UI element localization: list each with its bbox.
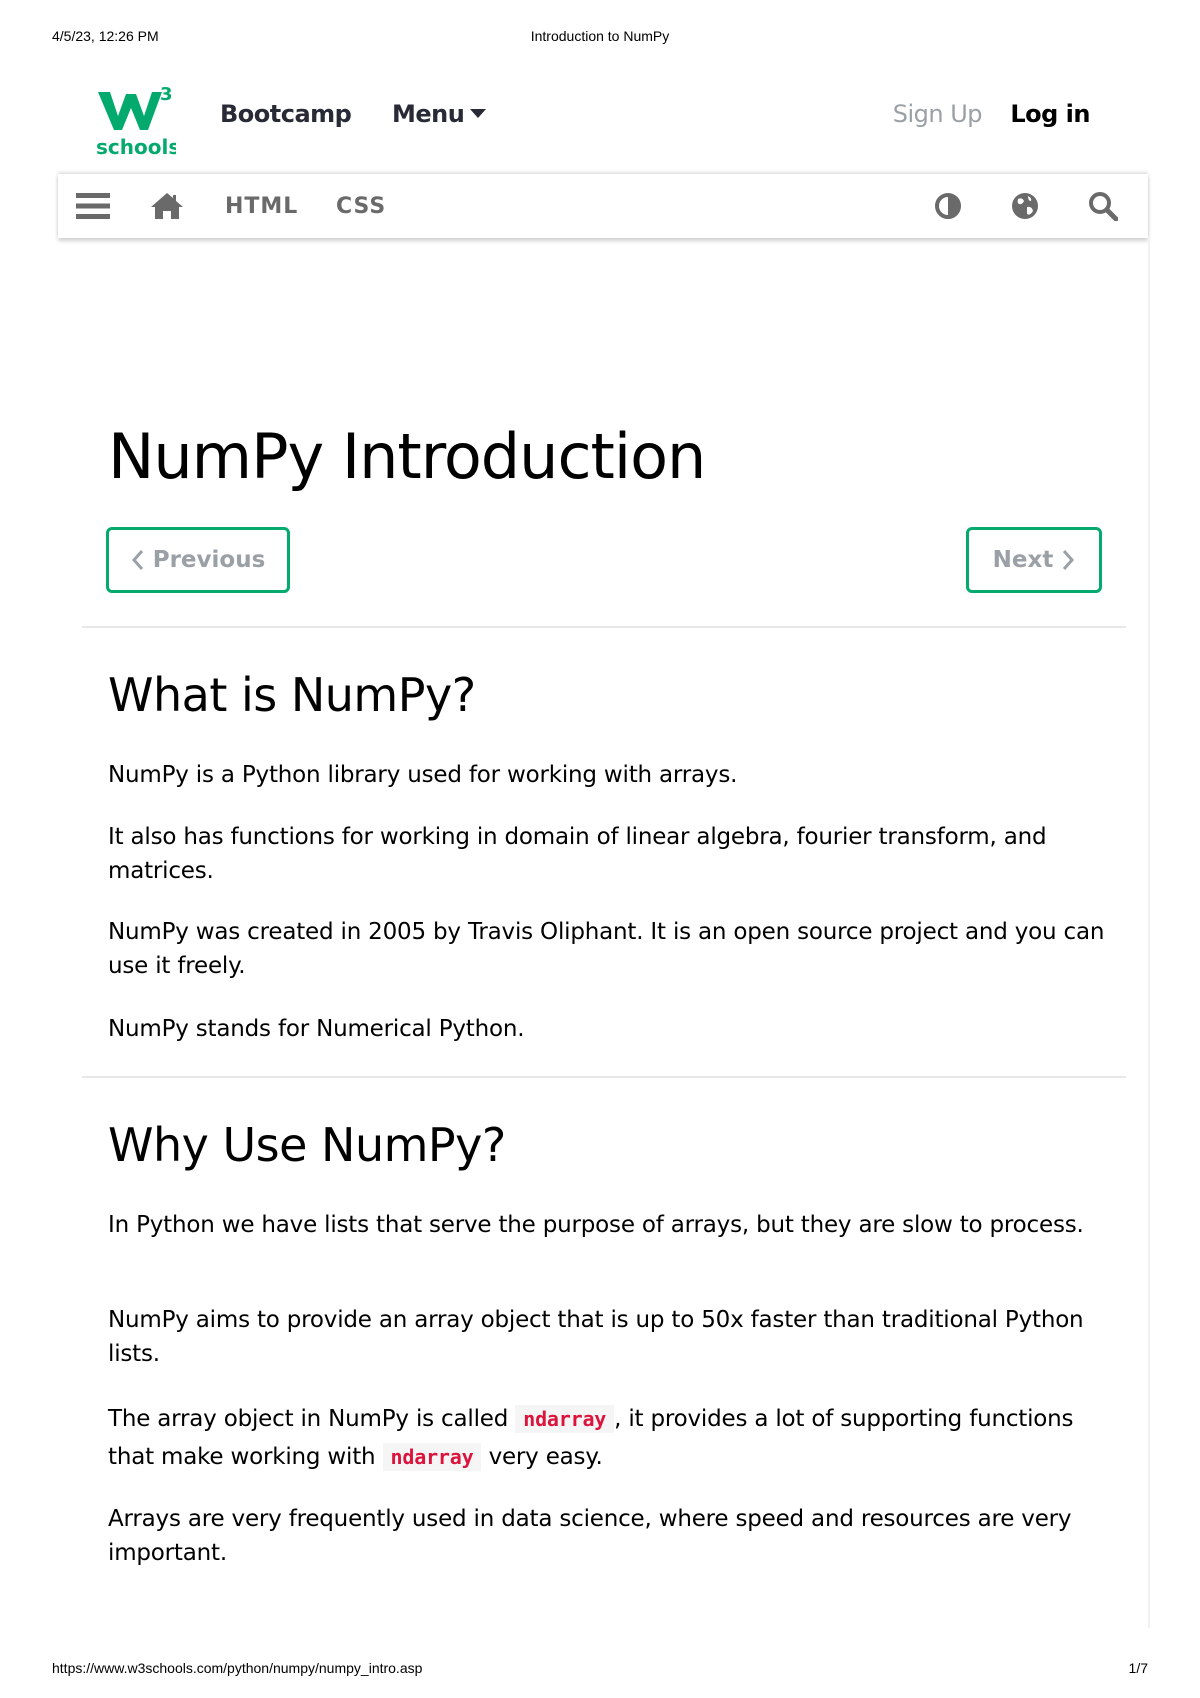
section-heading-why: Why Use NumPy? [108,1118,506,1172]
paragraph: NumPy aims to provide an array object that is up to 50x faster than traditional Python lists. [108,1307,1084,1367]
search-icon[interactable] [1088,174,1118,238]
print-footer [52,1660,1148,1680]
chevron-right-icon [1061,549,1075,571]
caret-down-icon [470,109,486,118]
menu-button[interactable] [392,100,486,128]
paragraph [108,1400,1108,1476]
paragraph: NumPy stands for Numerical Python. [108,1016,525,1042]
logo-text: schools [96,135,176,159]
chevron-left-icon [131,549,145,571]
print-page-number: 1/7 [1128,1660,1148,1676]
tab-html-label: HTML [225,193,299,219]
code-ndarray: ndarray [515,1405,614,1433]
top-navbar [58,70,1148,174]
print-url: https://www.w3schools.com/python/numpy/numpy_intro.asp [52,1660,423,1676]
section-heading-what: What is NumPy? [108,668,476,722]
paragraph: NumPy was created in 2005 by Travis Oliphant. It is an open source project and you can use it freely. [108,919,1105,979]
print-header [52,28,1148,48]
previous-button[interactable] [106,527,290,593]
divider [82,626,1126,628]
tab-css[interactable] [336,174,386,238]
globe-icon[interactable] [1010,174,1040,238]
text-run: The array object in NumPy is called [108,1406,509,1432]
menu-label: Menu [392,100,465,128]
code-ndarray: ndarray [383,1443,482,1471]
menu-icon[interactable] [76,174,110,238]
next-label: Next [992,547,1054,573]
next-button[interactable] [966,527,1102,593]
tab-css-label: CSS [336,193,387,219]
home-icon[interactable] [150,174,184,238]
secondary-navbar [58,174,1148,238]
log-in-link[interactable]: Log in [1010,100,1090,128]
contrast-icon[interactable] [934,174,962,238]
text-run: very easy. [488,1444,603,1470]
bootcamp-link[interactable]: Bootcamp [220,100,352,128]
tab-html[interactable] [225,174,298,238]
paragraph: It also has functions for working in domain of linear algebra, fourier transform, and matrices. [108,824,1047,884]
paragraph: In Python we have lists that serve the purpose of arrays, but they are slow to process. [108,1212,1084,1238]
paragraph: Arrays are very frequently used in data science, where speed and resources are very important. [108,1506,1072,1566]
sign-up-link[interactable]: Sign Up [892,100,982,128]
previous-label: Previous [152,547,266,573]
logo-sup: 3 [160,84,173,105]
divider [82,1076,1126,1078]
page-title: NumPy Introduction [108,420,706,493]
w3schools-logo[interactable] [96,80,176,160]
print-datetime: 4/5/23, 12:26 PM [52,28,159,44]
paragraph: NumPy is a Python library used for working with arrays. [108,762,738,788]
print-title: Introduction to NumPy [530,28,670,44]
text-run: , it provides a lot of supporting functions that make working with [108,1406,1074,1470]
